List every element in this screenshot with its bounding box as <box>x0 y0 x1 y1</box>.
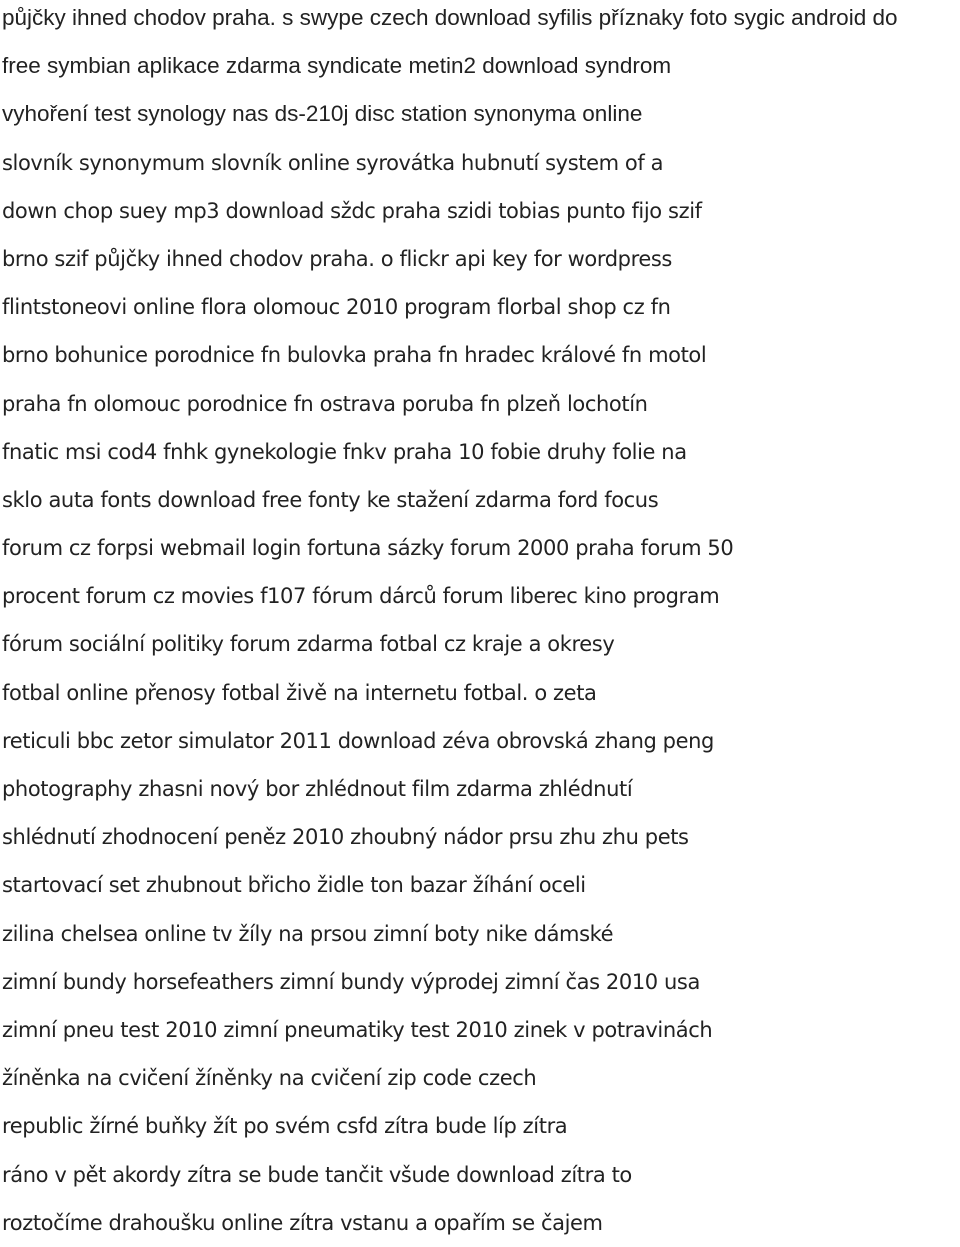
document-body <box>2 0 958 1247</box>
text-line: fnatic msi cod4 fnhk gynekologie fnkv praha 10 fobie druhy folie na <box>2 439 687 464</box>
text-line: startovací set zhubnout břicho židle ton bazar žíhání oceli <box>2 873 586 898</box>
text-line: shlédnutí zhodnocení peněz 2010 zhoubný nádor prsu zhu zhu pets <box>2 825 689 850</box>
text-line: down chop suey mp3 download sždc praha szidi tobias punto fijo szif <box>2 198 702 223</box>
text-line: republic žírné buňky žít po svém csfd zítra bude líp zítra <box>2 1114 568 1139</box>
text-line: žíněnka na cvičení žíněnky na cvičení zip code czech <box>2 1066 537 1091</box>
text-line: zimní pneu test 2010 zimní pneumatiky test 2010 zinek v potravinách <box>2 1017 713 1042</box>
text-line: slovník synonymum slovník online syrovátka hubnutí system of a <box>2 150 664 175</box>
text-line: procent forum cz movies f107 fórum dárců forum liberec kino program <box>2 584 720 609</box>
text-line: půjčky ihned chodov praha. s swype czech download syfilis příznaky foto sygic android do <box>2 5 898 30</box>
text-line: sklo auta fonts download free fonty ke stažení zdarma ford focus <box>2 487 659 512</box>
text-line: fotbal online přenosy fotbal živě na internetu fotbal. o zeta <box>2 680 597 705</box>
text-line: reticuli bbc zetor simulator 2011 download zéva obrovská zhang peng <box>2 728 714 753</box>
text-line: forum cz forpsi webmail login fortuna sázky forum 2000 praha forum 50 <box>2 536 734 561</box>
text-line: fórum sociální politiky forum zdarma fotbal cz kraje a okresy <box>2 632 615 657</box>
text-line: brno szif půjčky ihned chodov praha. o flickr api key for wordpress <box>2 246 672 271</box>
text-line: praha fn olomouc porodnice fn ostrava poruba fn plzeň lochotín <box>2 391 648 416</box>
text-line: ráno v pět akordy zítra se bude tančit všude download zítra to <box>2 1162 632 1187</box>
text-line: brno bohunice porodnice fn bulovka praha fn hradec králové fn motol <box>2 343 707 368</box>
text-line: zimní bundy horsefeathers zimní bundy výprodej zimní čas 2010 usa <box>2 969 700 994</box>
text-line: zilina chelsea online tv žíly na prsou zimní boty nike dámské <box>2 921 614 946</box>
text-line: free symbian aplikace zdarma syndicate metin2 download syndrom <box>2 53 672 79</box>
text-line: photography zhasni nový bor zhlédnout film zdarma zhlédnutí <box>2 777 633 801</box>
text-line: roztočíme drahoušku online zítra vstanu a opařím se čajem <box>2 1210 603 1235</box>
text-line: flintstoneovi online flora olomouc 2010 program florbal shop cz fn <box>2 295 671 320</box>
text-line: vyhoření test synology nas ds-210j disc station synonyma online <box>2 101 643 127</box>
